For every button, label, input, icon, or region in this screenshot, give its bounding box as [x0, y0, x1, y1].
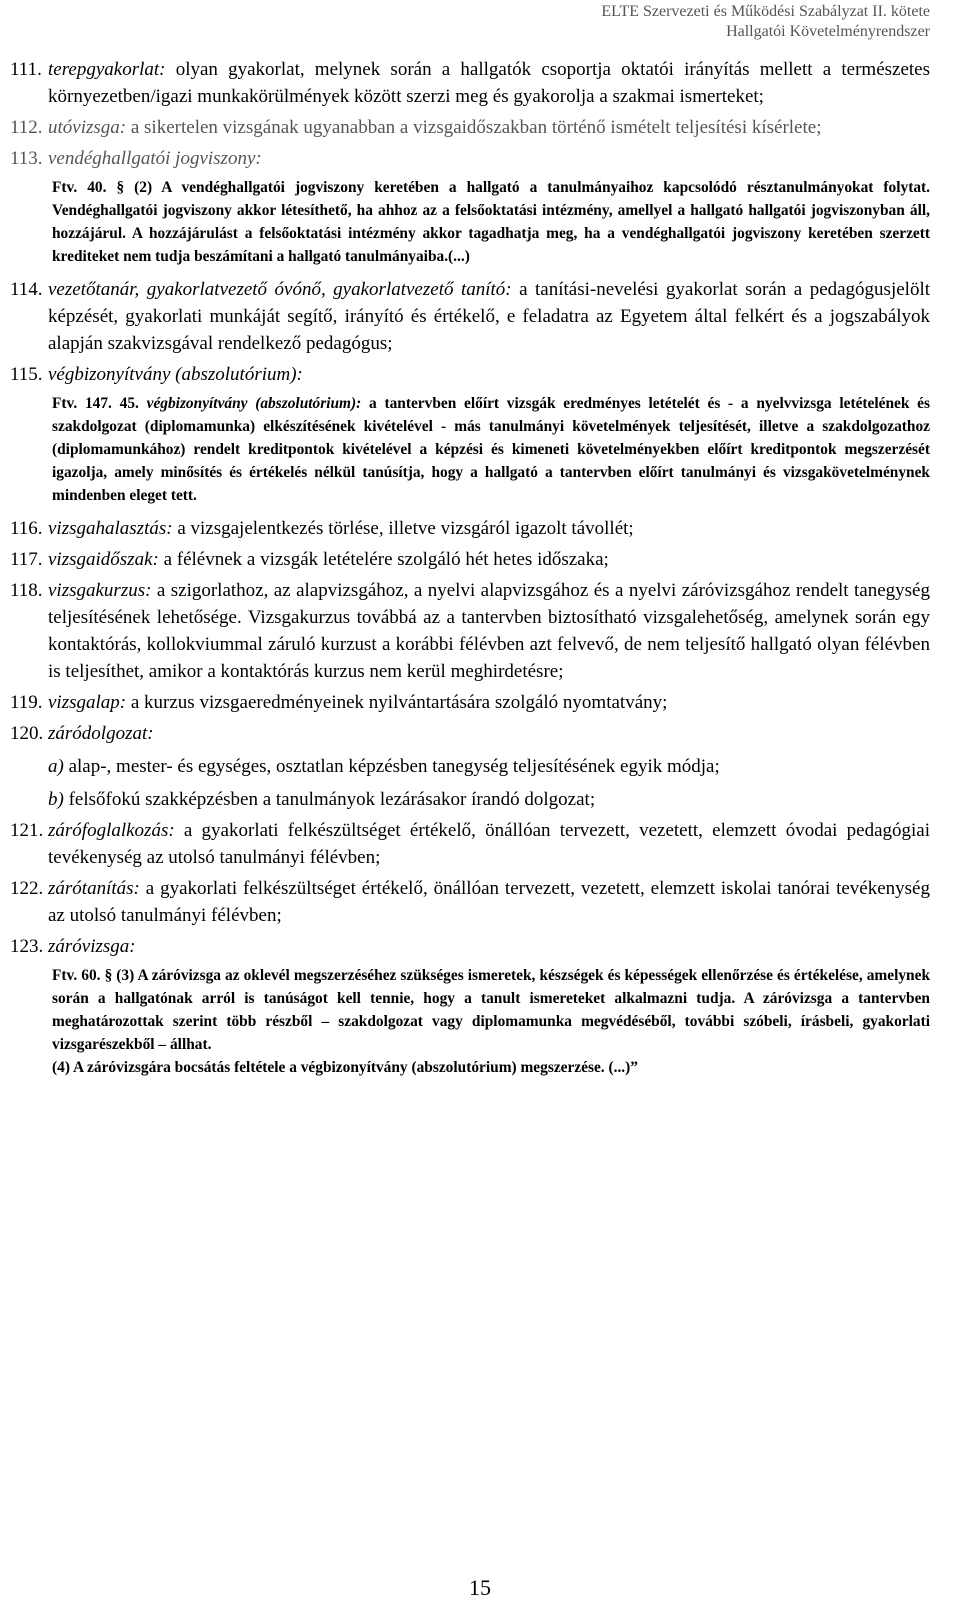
sub-item-b [48, 786, 930, 813]
sub-label: b) [48, 789, 64, 810]
item-number: 111. [10, 59, 42, 80]
sub-text: felsőfokú szakképzésben a tanulmányok lezárásakor írandó dolgozat; [63, 789, 596, 810]
definition-111 [10, 56, 930, 110]
item-number: 118. [10, 580, 43, 601]
definition-123 [10, 933, 930, 960]
sub-item-a [48, 753, 930, 780]
definition-text: a gyakorlati felkészültséget értékelő, önállóan tervezett, vezetett, elemzett óvodai pedagógiai tevékenység az utolsó tanulmányi félévben; [48, 820, 930, 868]
item-number: 121. [10, 820, 44, 841]
term: vizsgakurzus: [48, 580, 152, 601]
definition-120 [10, 720, 930, 813]
sub-label: a) [48, 756, 64, 777]
term: zárófoglalkozás: [48, 820, 175, 841]
law-reference: Ftv. 147. 45. [52, 395, 139, 412]
definition-119 [10, 689, 930, 716]
item-number: 112. [10, 117, 43, 138]
definition-text: a szigorlathoz, az alapvizsgához, a nyelvi alapvizsgához és a nyelvi záróvizsgához rendelt tanegység teljesítésének lehetősége. Vizsgakurzus továbbá az a tantervben biztosítható vizsgalehetőség, amelynek során egy kontaktórás, kollokviummal záruló kurzust a korábbi félévben azt felvevő, de nem teljesítő hallgató olyan félévben is teljesíthet, amikor a kontaktórás kurzus nem kerül meghirdetésre; [48, 580, 930, 682]
term: vezetőtanár, gyakorlatvezető óvónő, gyakorlatvezető tanító: [48, 279, 512, 300]
definition-text: a sikertelen vizsgának ugyanabban a vizsgaidőszakban történő ismételt teljesítési kísérlete; [126, 117, 822, 138]
quote-text: § (3) A záróvizsga az oklevél megszerzéséhez szükséges ismeretek, készségek és képességek ellenőrzése és értékelése, amelynek során a hallgatónak arról is tanúságot kell tennie, hogy a tanult ismereteket alkalmazni tudja. A záróvizsga a tantervben meghatározottak szerint több részből – szakdolgozat vagy diplomamunka megvédéséből, további szóbeli, írásbeli, gyakorlati vizsgarészekből – állhat. [52, 967, 930, 1053]
law-reference: Ftv. 60. [52, 967, 101, 984]
law-quote-115 [52, 392, 930, 507]
page-number: 15 [469, 1575, 491, 1600]
item-number: 122. [10, 878, 44, 899]
definition-122 [10, 875, 930, 929]
definition-118 [10, 577, 930, 685]
law-reference: Ftv. 40. [52, 179, 107, 196]
term: záródolgozat: [48, 723, 154, 744]
definition-116 [10, 515, 930, 542]
definition-text: a kurzus vizsgaeredményeinek nyilvántartására szolgáló nyomtatvány; [126, 692, 668, 713]
header-subtitle: Hallgatói Követelményrendszer [726, 23, 930, 40]
definition-text: a félévnek a vizsgák letételére szolgáló hét hetes időszaka; [158, 549, 609, 570]
quote-text: § (2) A vendéghallgatói jogviszony keretében a hallgató a tanulmányaihoz kapcsolódó résztanulmányokat folytat. Vendéghallgatói jogviszony akkor létesíthető, ha ahhoz az a felsőoktatási intézmény, amellyel a hallgató hallgatói jogviszonyban áll, hozzájárul. A hozzájárulást a felsőoktatási intézmény akkor tagadhatja meg, ha a vendéghallgatói jogviszony keretében szerzett krediteket nem tudja beszámítani a hallgató tanulmányaiba.(...) [52, 179, 930, 265]
document-body [10, 56, 930, 1087]
item-number: 114. [10, 279, 43, 300]
item-number: 113. [10, 148, 43, 169]
sub-text: alap-, mester- és egységes, osztatlan képzésben tanegység teljesítésének egyik módja; [63, 756, 720, 777]
term: végbizonyítvány (abszolutórium): [48, 364, 303, 385]
item-number: 117. [10, 549, 43, 570]
term: terepgyakorlat: [48, 59, 166, 80]
definition-115 [10, 361, 930, 388]
definition-113 [10, 145, 930, 172]
item-number: 116. [10, 518, 43, 539]
item-number: 123. [10, 936, 44, 957]
definition-text: a tanítási-nevelési gyakorlat során a pedagógusjelölt képzését, gyakorlati munkáját segítő, irányító és értékelő, e feladatra az Egyetem által felkért és a jogszabályok alapján szakvizsgával rendelkező pedagógus; [48, 279, 930, 354]
term: záróvizsga: [48, 936, 136, 957]
definition-text: olyan gyakorlat, melynek során a hallgatók csoportja oktatói irányítás mellett a természetes környezetben/igazi munkakörülmények között szerzi meg és gyakorolja a szakmai ismerteket; [48, 59, 930, 107]
item-number: 115. [10, 364, 43, 385]
law-quote-123 [52, 964, 930, 1079]
quote-term: végbizonyítvány (abszolutórium): [138, 395, 362, 412]
term: vizsgahalasztás: [48, 518, 173, 539]
definition-117 [10, 546, 930, 573]
definition-121 [10, 817, 930, 871]
term: vendéghallgatói jogviszony: [48, 148, 262, 169]
quote-text: a tantervben előírt vizsgák eredményes letételét és - a nyelvvizsga letételének és szakdolgozat (diplomamunka) elkészítésének kivételével - más tanulmányi követelmények teljesítését, illetve a szakdolgozathoz (diplomamunkához) rendelt kreditpontok kivételével a képzési és kimeneti követelményekben előírt kreditpontok megszerzését igazolja, amely minősítés és értékelés nélkül tanúsítja, hogy a hallgató a tantervben előírt tanulmányi és vizsgakövetelménynek mindenben eleget tett. [52, 395, 930, 504]
definition-112 [10, 114, 930, 141]
definition-text: a gyakorlati felkészültséget értékelő, önállóan tervezett, vezetett, elemzett iskolai tanórai tevékenység az utolsó tanulmányi félévben; [48, 878, 930, 926]
definition-text: a vizsgajelentkezés törlése, illetve vizsgáról igazolt távollét; [172, 518, 634, 539]
item-number: 119. [10, 692, 43, 713]
header-title: ELTE Szervezeti és Működési Szabályzat II. kötete [601, 3, 930, 20]
definition-114 [10, 276, 930, 357]
law-quote-113 [52, 176, 930, 268]
quote-text-2: (4) A záróvizsgára bocsátás feltétele a végbizonyítvány (abszolutórium) megszerzése. (...)” [52, 1059, 638, 1076]
item-number: 120. [10, 723, 44, 744]
term: vizsgalap: [48, 692, 127, 713]
running-header [601, 2, 930, 42]
term: vizsgaidőszak: [48, 549, 159, 570]
term: zárótanítás: [48, 878, 140, 899]
term: utóvizsga: [48, 117, 127, 138]
